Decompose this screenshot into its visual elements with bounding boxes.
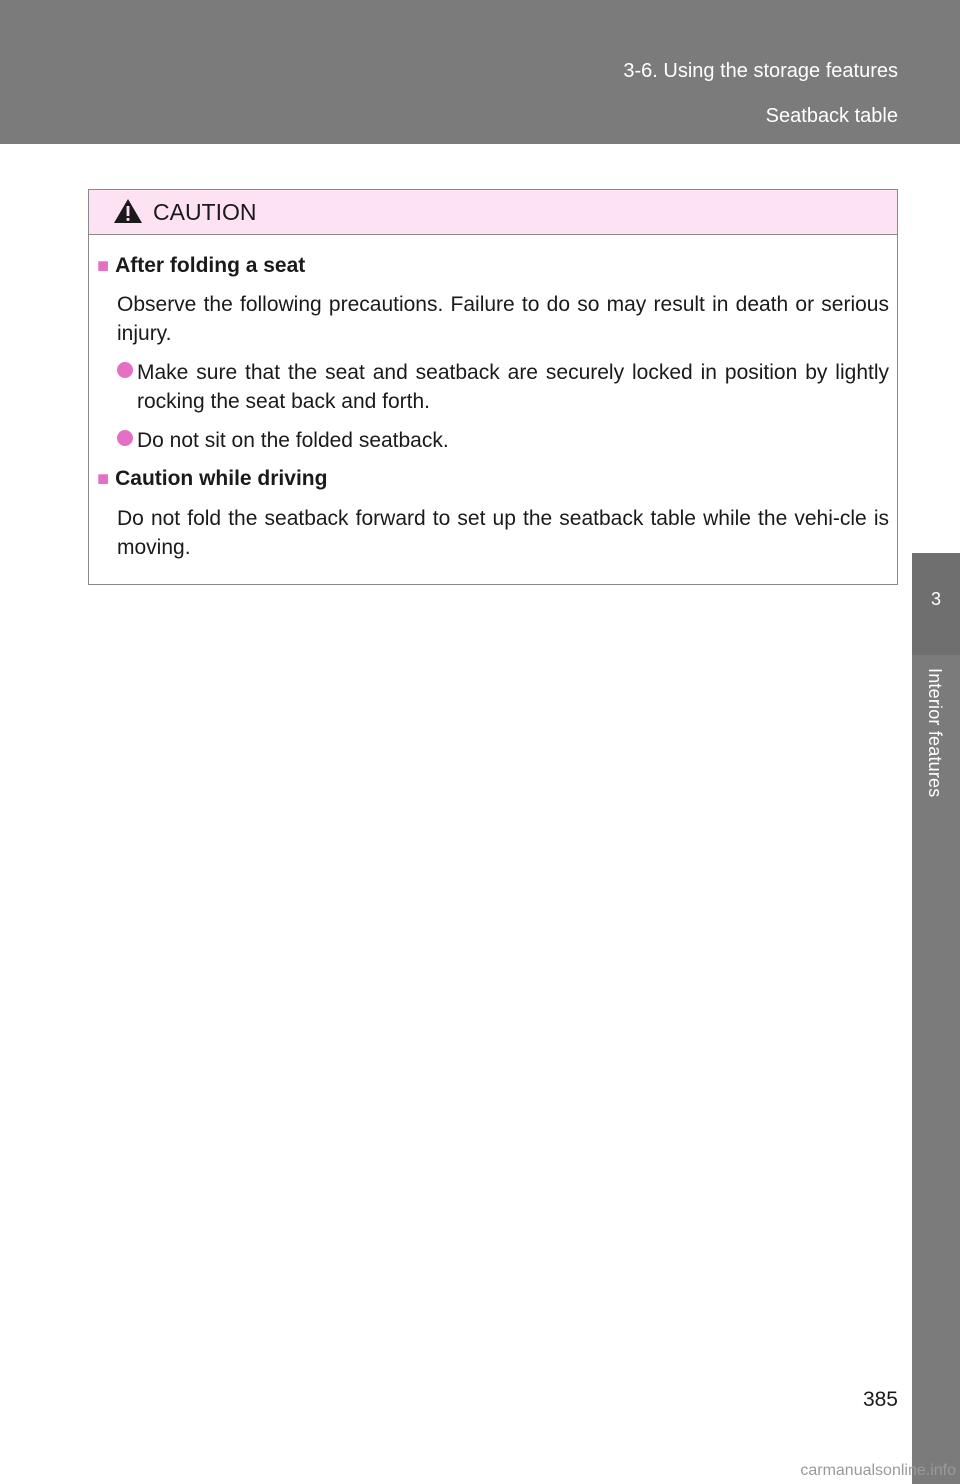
warning-triangle-icon [113,198,143,224]
page-title: Seatback table [765,105,898,127]
page-header [0,0,960,144]
square-bullet-icon: ■ [97,255,110,277]
caution-title: CAUTION [153,199,257,225]
section-heading: ■ Caution while driving [97,467,328,490]
circle-bullet-icon [117,430,133,446]
caution-header [89,190,897,235]
section-text: Do not fold the seatback forward to set up the seatback table while the vehi-cle is moving. [117,507,889,559]
section-heading: ■ After folding a seat [97,254,306,277]
section-title: 3-6. Using the storage features [623,60,898,82]
list-item: Do not sit on the folded seatback. [117,426,889,455]
page-number: 385 [862,1388,898,1411]
list-item: Make sure that the seat and seatback are securely locked in position by lightly rocking the seat back and forth. [117,358,889,416]
section-text: Observe the following precautions. Failure to do so may result in death or serious injury. [117,293,889,345]
chapter-number: 3 [930,589,941,609]
circle-bullet-icon [117,362,133,378]
chapter-label: Interior features [925,668,945,798]
chapter-tab[interactable] [912,553,960,655]
square-bullet-icon: ■ [97,468,110,490]
watermark: carmanualsonline.info [800,1462,956,1479]
caution-box [88,189,898,585]
